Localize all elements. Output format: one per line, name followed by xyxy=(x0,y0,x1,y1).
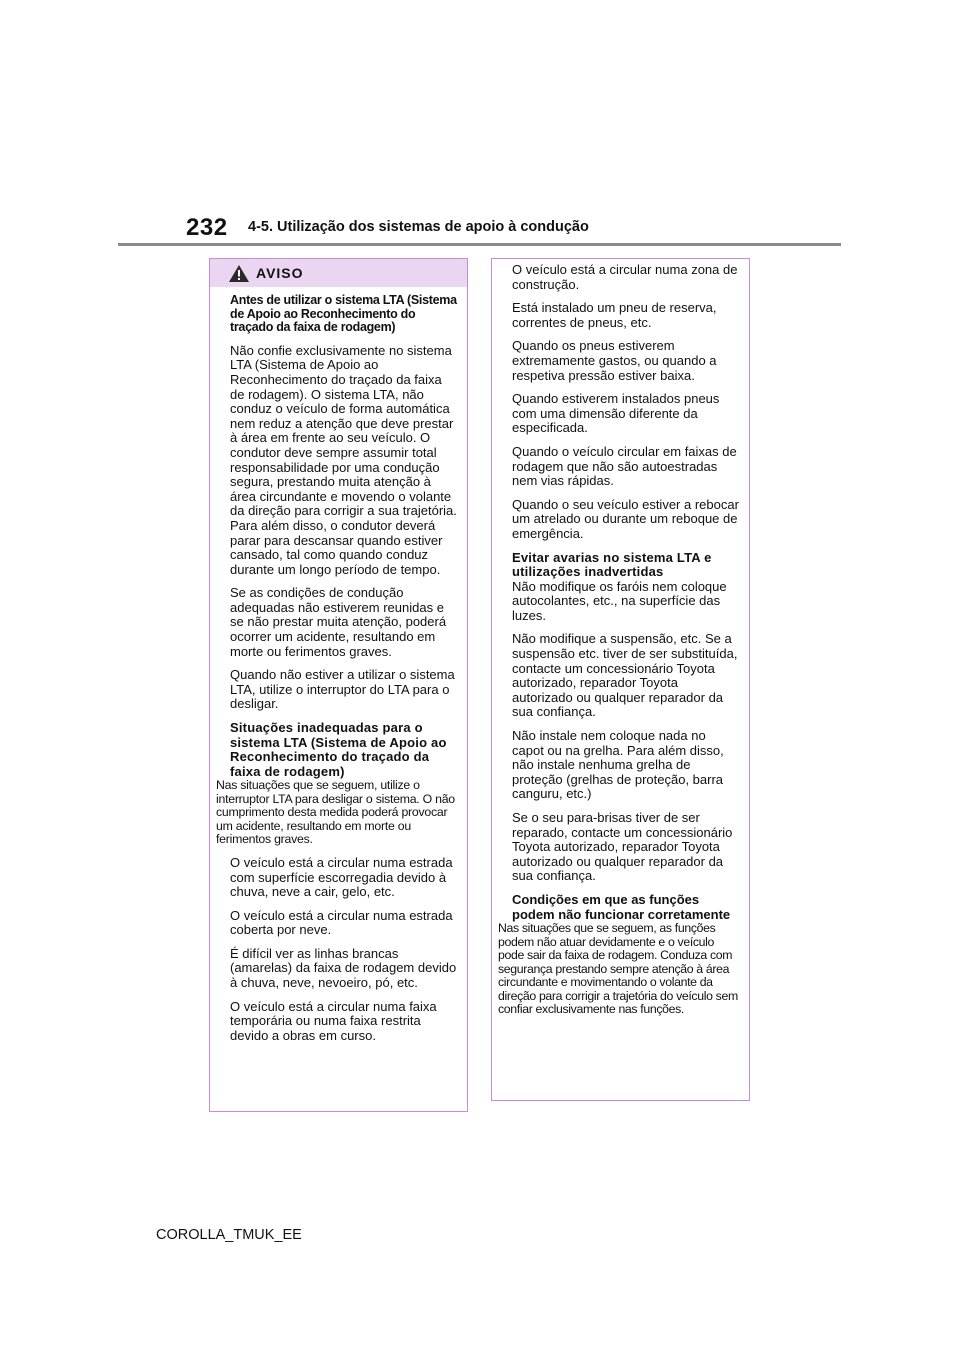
paragraph-no-full-reliance: Não confie exclusivamente no sistema LTA (Sistema de Apoio ao Reconhecimento do traçado da faixa de rodagem). O sistema LTA, não conduz o veículo de forma automática nem reduz a atenção que deve prestar à área em frente ao seu veículo. O condutor deve sempre assumir total responsabilidade por uma condução segura, prestando muita atenção à área circundante e movendo o volante da direção para corrigir a sua trajetória. Para além disso, o condutor deverá parar para descansar quando estiver cansado, tal como quando conduz durante um longo período de tempo. xyxy=(230,342,457,577)
warning-triangle-icon xyxy=(228,264,250,283)
paragraph-conditions: Se as condições de condução adequadas não estiverem reunidas e se não prestar muita atenção, poderá ocorrer um acidente, resultando em morte ou ferimentos graves. xyxy=(230,585,447,659)
list-item: O veículo está a circular numa zona de construção. xyxy=(512,262,738,292)
intro-unsuitable-situations: Nas situações que se seguem, utilize o interruptor LTA para desligar o sistema. O não cumprimento desta medida poderá provocar um acidente, resultando em morte ou ferimentos graves. xyxy=(216,778,455,847)
list-item: Quando estiverem instalados pneus com uma dimensão diferente da especificada. xyxy=(512,391,720,436)
warning-content-right xyxy=(492,259,749,1017)
heading-avoid-malfunction: Evitar avarias no sistema LTA e utilizações inadvertidas xyxy=(512,549,712,580)
heading-before-using-lta: Antes de utilizar o sistema LTA (Sistema de Apoio ao Reconhecimento do traçado da faixa de rodagem) xyxy=(230,293,457,335)
list-item: Não instale nem coloque nada no capot ou na grelha. Para além disso, não instale nenhuma grelha de proteção (grelhas de proteção, barra canguru, etc.) xyxy=(512,728,724,802)
list-item: Quando os pneus estiverem extremamente gastos, ou quando a respetiva pressão estiver baixa. xyxy=(512,338,717,383)
list-item: O veículo está a circular numa faixa temporária ou numa faixa restrita devido a obras em curso. xyxy=(230,998,437,1043)
paragraph-turn-off: Quando não estiver a utilizar o sistema LTA, utilize o interruptor do LTA para o desligar. xyxy=(230,667,455,712)
warning-box xyxy=(209,258,468,1112)
list-item: Se o seu para-brisas tiver de ser reparado, contacte um concessionário Toyota autorizado, reparador Toyota autorizado ou qualquer reparador da sua confiança. xyxy=(512,810,733,884)
header-rule xyxy=(118,243,841,246)
list-item: O veículo está a circular numa estrada coberta por neve. xyxy=(230,907,453,938)
warning-box-continued xyxy=(491,258,750,1101)
heading-conditions-not-working: Condições em que as funções podem não funcionar corretamente xyxy=(512,891,731,922)
list-item: Está instalado um pneu de reserva, correntes de pneus, etc. xyxy=(512,300,717,330)
list-item: Quando o seu veículo estiver a rebocar um atrelado ou durante um reboque de emergência. xyxy=(512,496,739,541)
warning-header xyxy=(210,259,467,287)
section-title: 4-5. Utilização dos sistemas de apoio à condução xyxy=(248,219,589,235)
heading-unsuitable-situations: Situações inadequadas para o sistema LTA (Sistema de Apoio ao Reconhecimento do traçado da faixa de rodagem) xyxy=(230,720,447,779)
list-item: O veículo está a circular numa estrada com superfície escorregadia devido à chuva, neve a cair, gelo, etc. xyxy=(230,854,453,900)
footer-code: COROLLA_TMUK_EE xyxy=(156,1227,302,1243)
list-item: Não modifique os faróis nem coloque autocolantes, etc., na superfície das luzes. xyxy=(512,578,727,623)
list-item: Quando o veículo circular em faixas de rodagem que não são autoestradas nem vias rápidas. xyxy=(512,443,737,489)
intro-conditions-not-working: Nas situações que se seguem, as funções podem não atuar devidamente e o veículo pode sair da faixa de rodagem. Conduza com segurança prestando sempre atenção à área circundante e movimentando o volante da direção para corrigir a trajetória do veículo sem confiar exclusivamente nas funções. xyxy=(498,921,738,1017)
page-number: 232 xyxy=(186,214,228,241)
list-item: Não modifique a suspensão, etc. Se a suspensão etc. tiver de ser substituída, contacte um concessionário Toyota autorizado, reparador Toyota autorizado ou qualquer reparador da sua confiança. xyxy=(512,631,738,720)
list-item: É difícil ver as linhas brancas (amarelas) da faixa de rodagem devido à chuva, neve, nevoeiro, pó, etc. xyxy=(230,945,457,991)
warning-label: AVISO xyxy=(256,265,304,281)
warning-content-left xyxy=(210,287,467,1043)
